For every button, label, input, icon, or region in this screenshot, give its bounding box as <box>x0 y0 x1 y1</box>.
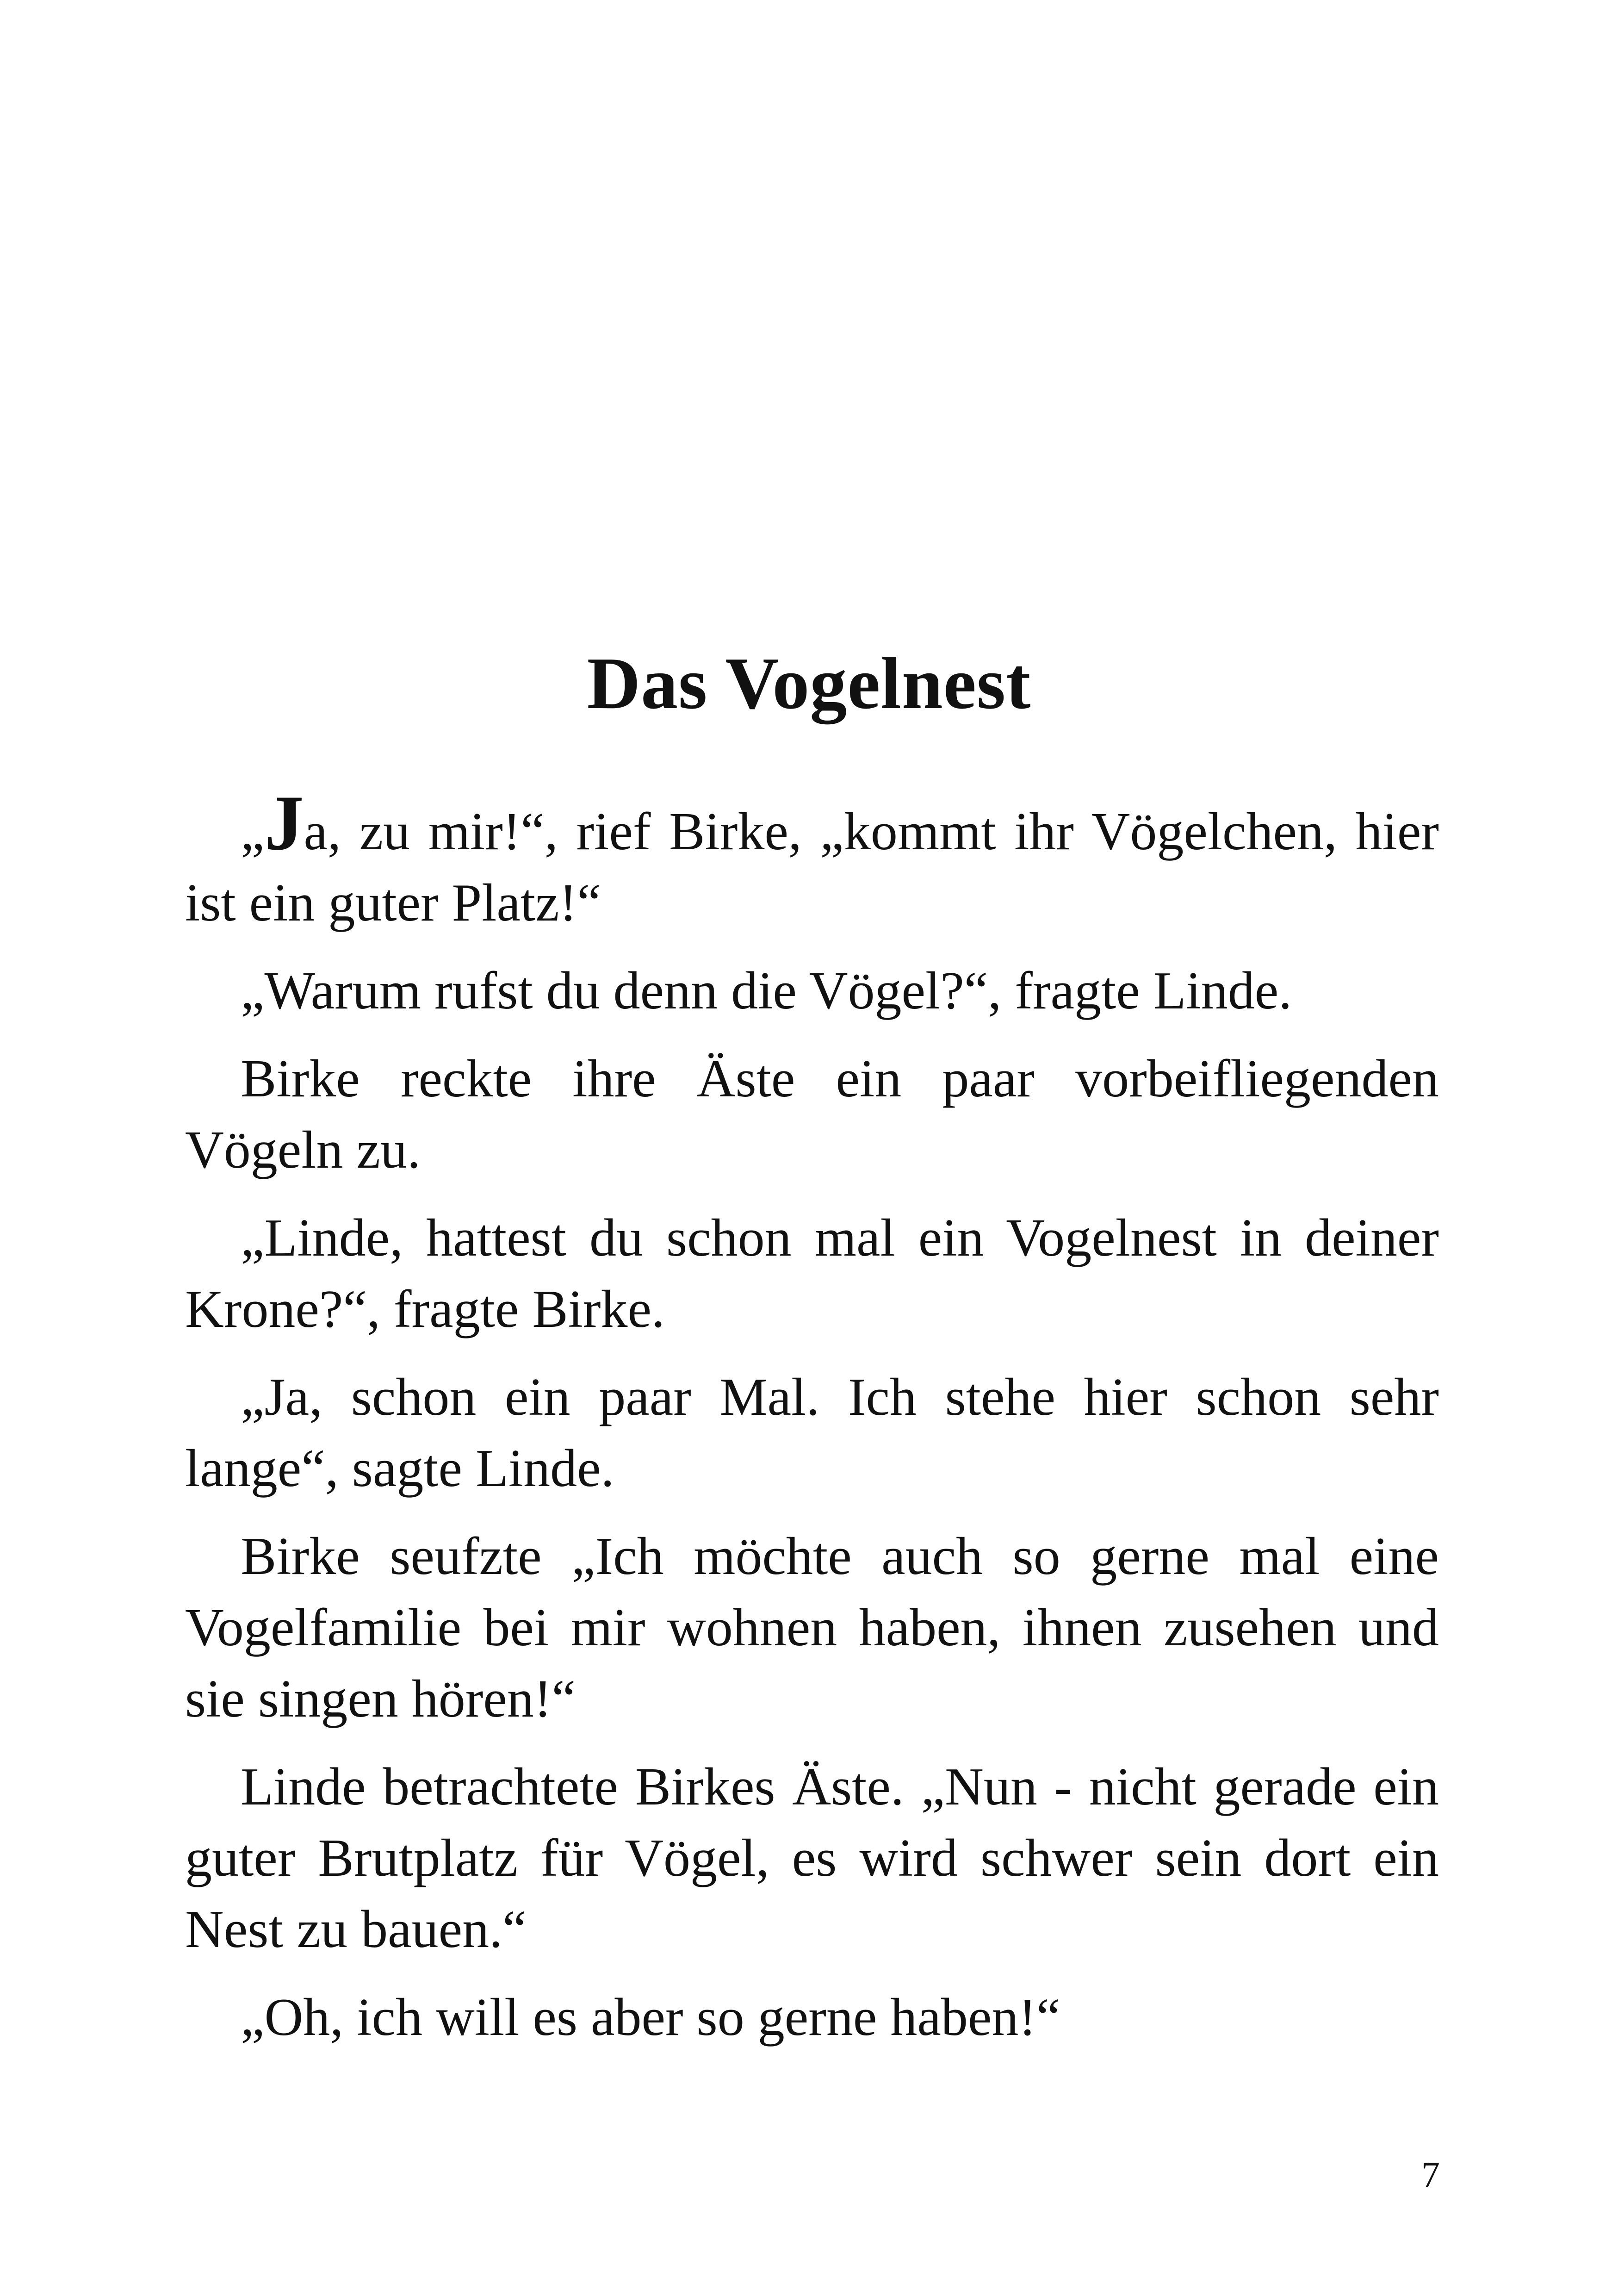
paragraph-1-text: a, zu mir!“, rief Birke, „kommt ihr Vögelchen, hier ist ein guter Platz!“ <box>185 802 1439 933</box>
paragraph-2: „Warum rufst du denn die Vögel?“, fragte Linde. <box>241 961 1292 1020</box>
paragraph-3: Birke reckte ihre Äste ein paar vorbeifliegenden Vögeln zu. <box>185 1049 1439 1180</box>
page-number: 7 <box>1421 2155 1440 2196</box>
paragraph-1 <box>185 779 1439 939</box>
chapter-title: Das Vogelnest <box>587 642 1031 724</box>
opening-quote: „ <box>241 802 265 861</box>
drop-cap: J <box>264 779 304 866</box>
paragraph-6: Birke seufzte „Ich möchte auch so gerne mal eine Vogelfamilie bei mir wohnen haben, ihnen zusehen und sie singen hören!“ <box>185 1527 1439 1729</box>
paragraph-8: „Oh, ich will es aber so gerne haben!“ <box>241 1988 1060 2047</box>
paragraph-4: „Linde, hattest du schon mal ein Vogelnest in deiner Krone?“, fragte Birke. <box>185 1208 1439 1339</box>
paragraph-5: „Ja, schon ein paar Mal. Ich stehe hier schon sehr lange“, sagte Linde. <box>185 1368 1439 1498</box>
paragraph-7: Linde betrachtete Birkes Äste. „Nun - nicht gerade ein guter Brutplatz für Vögel, es wird schwer sein dort ein Nest zu bauen.“ <box>185 1757 1439 1959</box>
story-text <box>185 779 1439 2070</box>
